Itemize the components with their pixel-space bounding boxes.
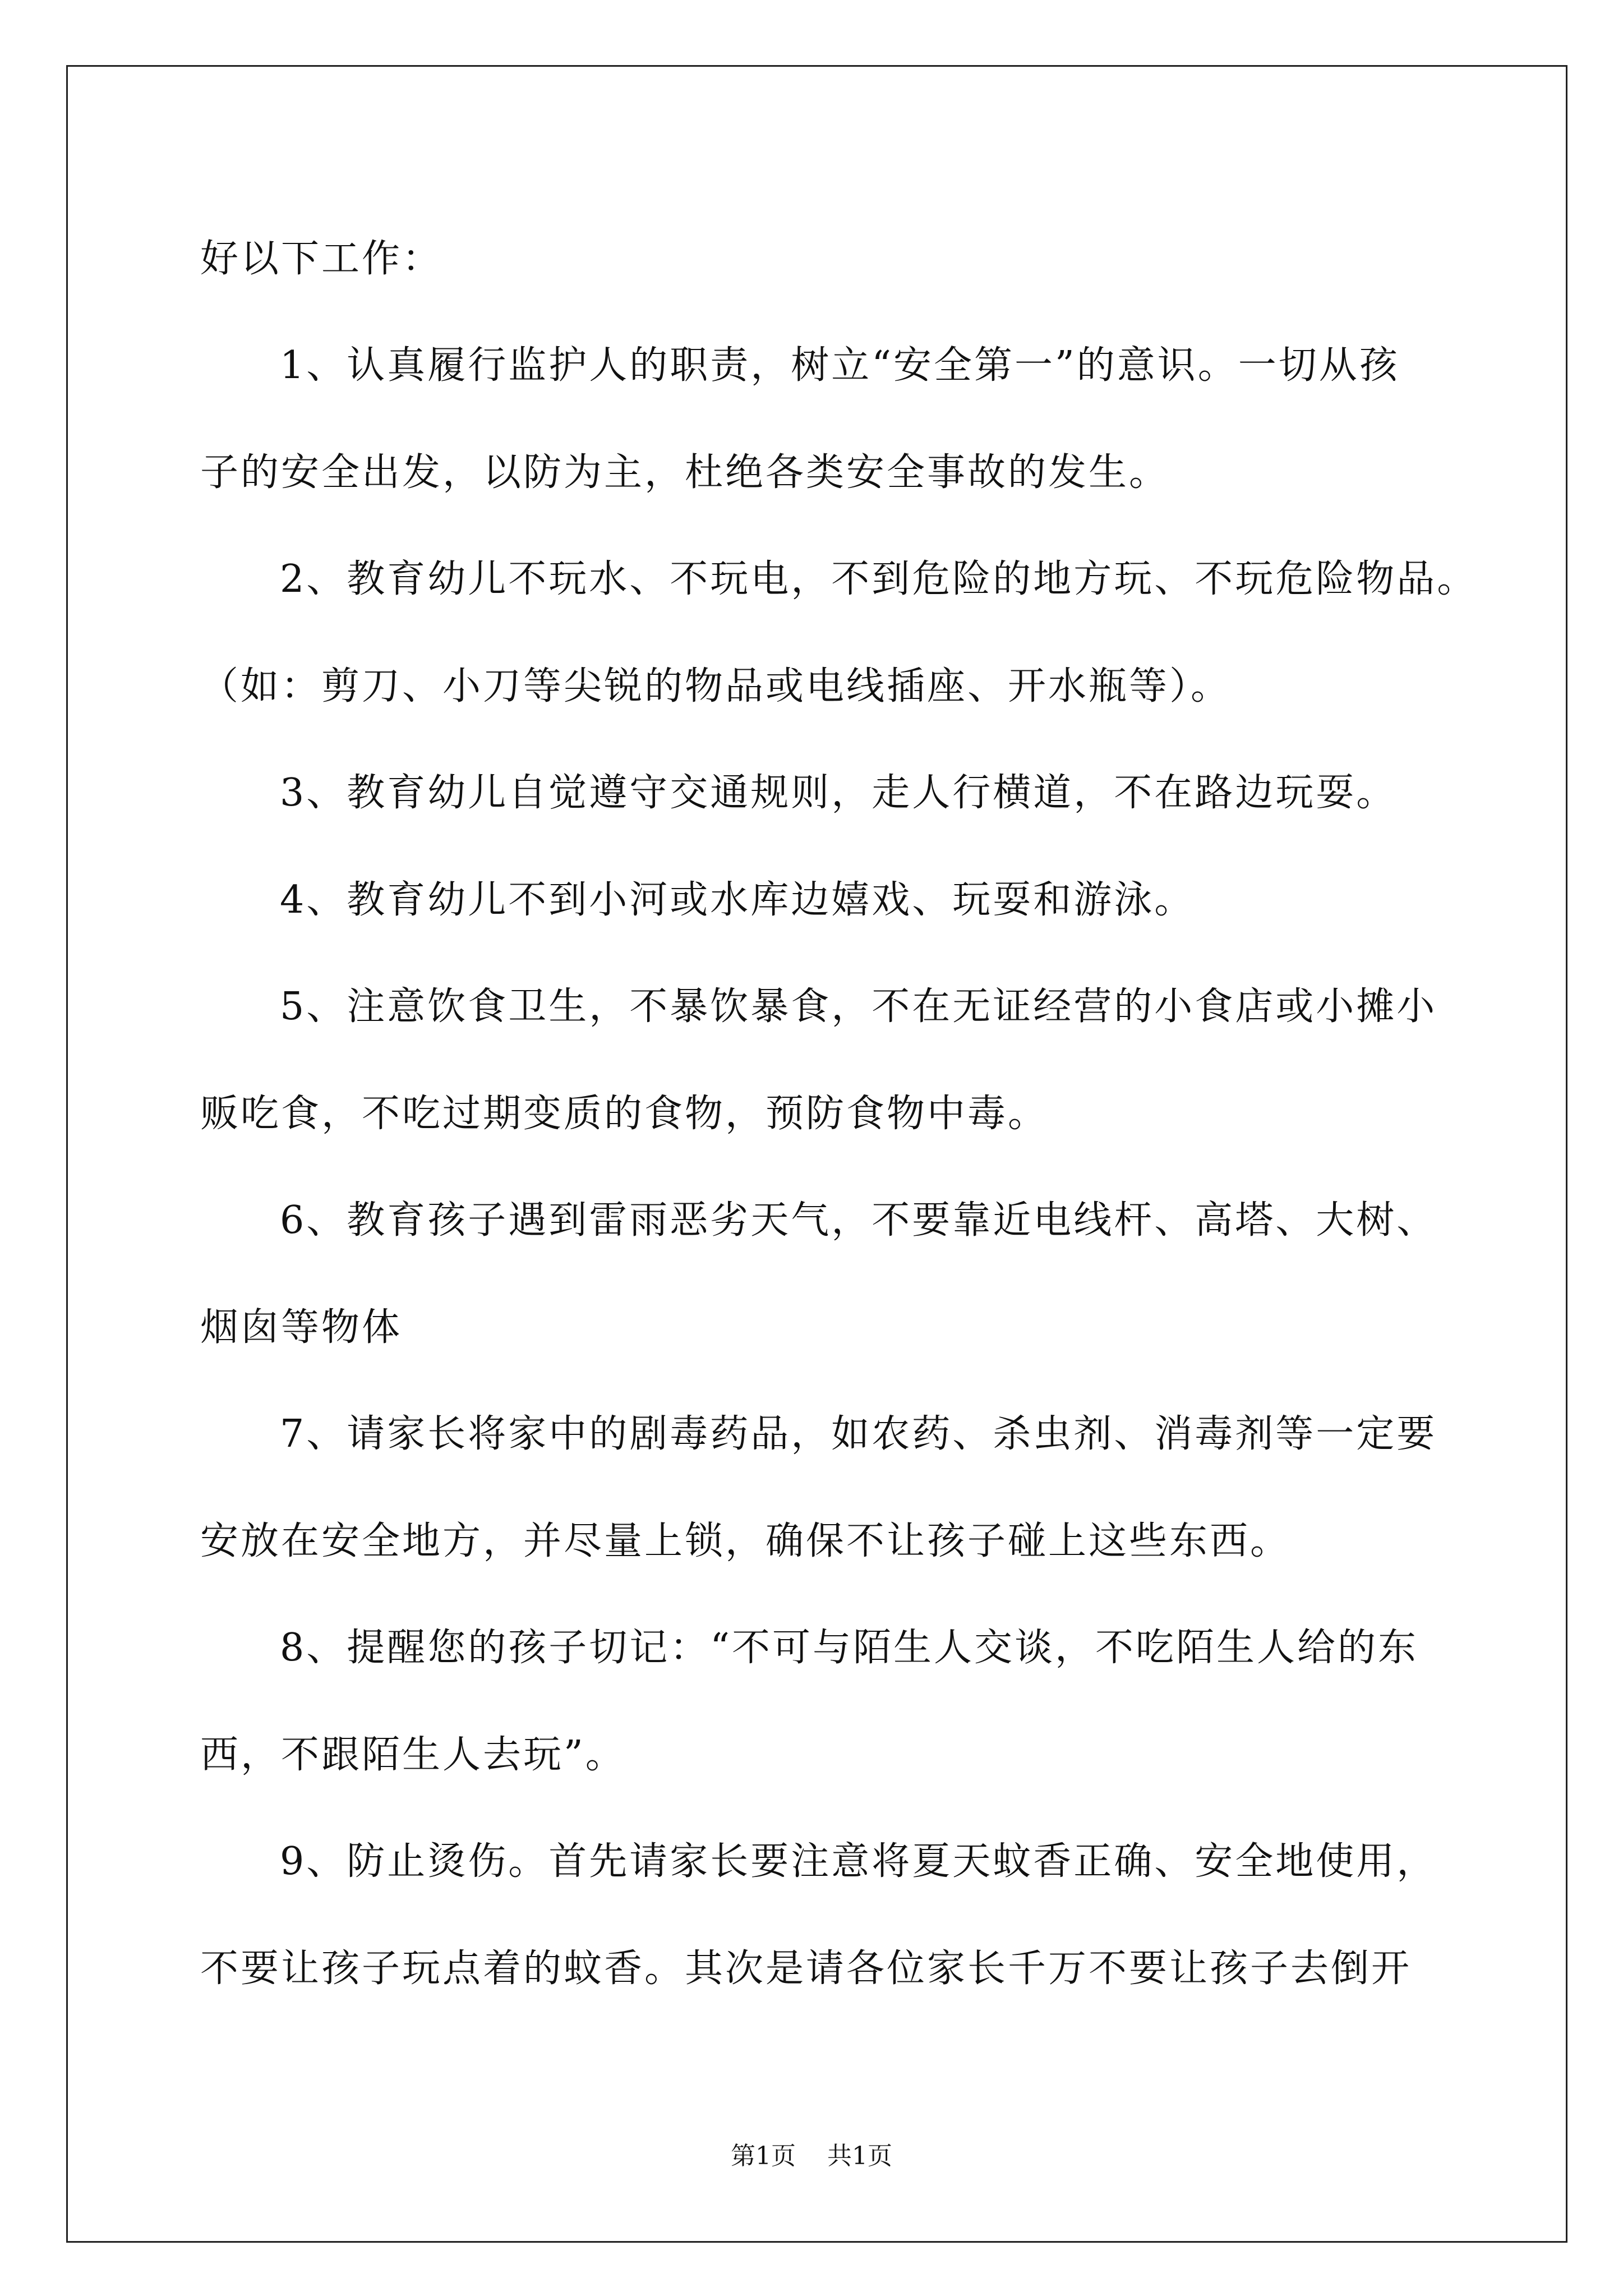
text-line: 子的安全出发，以防为主，杜绝各类安全事故的发生。 bbox=[200, 450, 1170, 495]
text-line: 烟囱等物体 bbox=[200, 1305, 403, 1350]
text-line: 2、教育幼儿不玩水、不玩电，不到危险的地方玩、不玩危险物品。 bbox=[280, 557, 1478, 601]
text-line: 7、请家长将家中的剧毒药品，如农药、杀虫剂、消毒剂等一定要 bbox=[280, 1412, 1437, 1456]
page-number: 第1页 bbox=[731, 2142, 796, 2170]
text-line: 不要让孩子玩点着的蚊香。其次是请各位家长千万不要让孩子去倒开 bbox=[200, 1947, 1412, 1991]
text-line: 西，不跟陌生人去玩”。 bbox=[200, 1733, 626, 1777]
text-line: 3、教育幼儿自觉遵守交通规则，走人行横道，不在路边玩耍。 bbox=[280, 771, 1397, 815]
text-line: 贩吃食，不吃过期变质的食物，预防食物中毒。 bbox=[200, 1092, 1049, 1136]
text-line: （如：剪刀、小刀等尖锐的物品或电线插座、开水瓶等）。 bbox=[200, 664, 1232, 708]
page-footer bbox=[0, 2144, 1623, 2169]
text-line: 好以下工作： bbox=[200, 237, 443, 281]
text-line: 安放在安全地方，并尽量上锁，确保不让孩子碰上这些东西。 bbox=[200, 1519, 1291, 1563]
text-line: 8、提醒您的孩子切记：“不可与陌生人交谈，不吃陌生人给的东 bbox=[280, 1626, 1419, 1670]
text-line: 4、教育幼儿不到小河或水库边嬉戏、玩耍和游泳。 bbox=[280, 878, 1195, 922]
text-line: 9、防止烫伤。首先请家长要注意将夏天蚊香正确、安全地使用， bbox=[280, 1839, 1437, 1884]
page-total: 共1页 bbox=[827, 2142, 892, 2170]
text-line: 1、认真履行监护人的职责，树立“安全第一”的意识。一切从孩 bbox=[280, 343, 1400, 388]
text-line: 5、注意饮食卫生，不暴饮暴食，不在无证经营的小食店或小摊小 bbox=[280, 984, 1437, 1029]
text-line: 6、教育孩子遇到雷雨恶劣天气，不要靠近电线杆、高塔、大树、 bbox=[280, 1198, 1437, 1243]
page-border bbox=[66, 65, 1567, 2243]
